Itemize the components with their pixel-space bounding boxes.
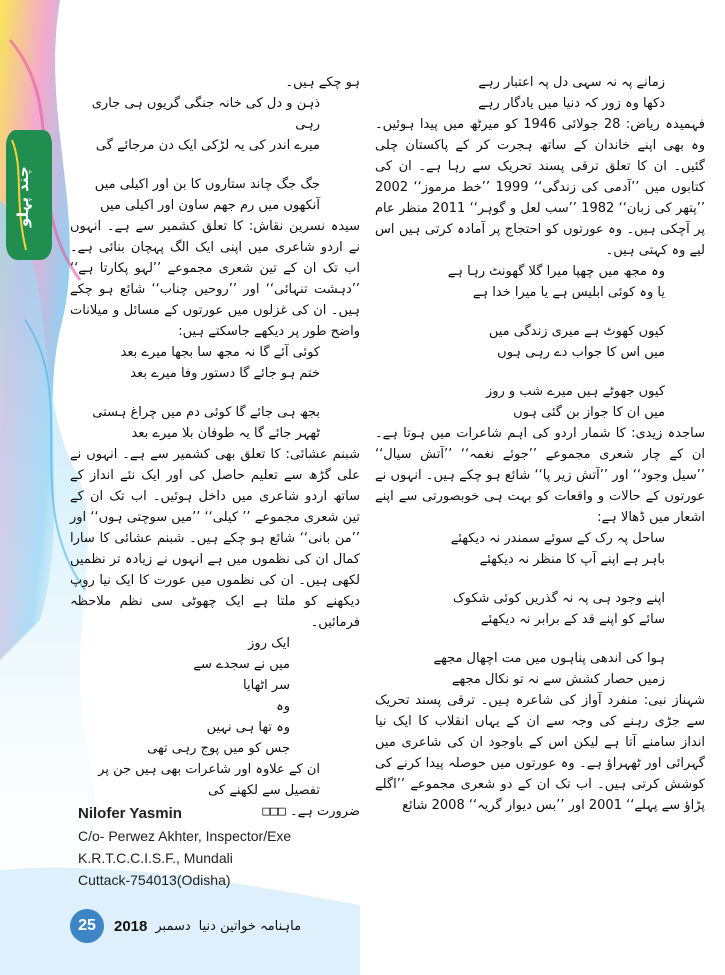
author-address-line-1: C/o- Perwez Akhter, Inspector/Exe [78,828,292,844]
left-column-verse-line: کوئی آئے گا نہ مجھ سا بجھا میرے بعد [120,345,320,360]
left-column-verse-line: ختم ہو جائے گا دستور وفا میرے بعد [130,366,320,381]
left-column-paragraph: ہو چکے ہیں۔ [285,75,360,90]
section-tab-label: چند پہلو [14,166,32,228]
left-column-verse-line: آنکھوں میں رم جھم ساون اور اکیلی میں [100,198,320,213]
left-column-verse-line: میں نے سجدے سے [193,657,290,672]
right-column-verse-line: وہ مجھ میں چھپا میرا گلا گھونٹ رہا ہے [447,264,665,279]
right-column-verse-line: میں اس کا جواب دے رہی ہوں [497,345,665,360]
left-column-paragraph: شبنم عشائی: کا تعلق بھی کشمیر سے ہے۔ انہوں نے علی گڑھ سے تعلیم حاصل کی اور ایک نئے انداز کے ساتھ اردو شاعری میں داخل ہوئیں۔ اب تک ان کے تین شعری مجموعے ’’ کیلی‘‘ ’’میں سوچتی ہوں‘‘ اور ’’من بانی‘‘ شائع ہو چکے ہیں۔ شبنم عشائی کا سارا کمال ان کی نظموں میں ہے انہوں نے زیادہ تر نظمیں لکھی ہیں۔ ان کی نظموں میں عورت کا ایک نیا روپ دیکھنے کو ملتا ہے ایک چھوٹی سی نظم ملاحظہ فرمائیں۔ [70,447,360,630]
left-column-paragraph: ضرورت ہے۔ □□□ [262,804,360,819]
right-column-paragraph: ساجدہ زیدی: کا شمار اردو کی اہم شاعرات میں ہوتا ہے۔ ان کے چار شعری مجموعے ’’جوئے نغمہ‘‘ ’’آتش سیال‘‘ ’’سیل وجود‘‘ اور ’’آتش زیر پا‘‘ شائع ہو چکے ہیں۔ انہوں نے عورتوں کے حالات و واقعات کو بہت ہی خوبصورتی سے اپنے اشعار میں ڈھالا ہے: [375,426,705,525]
left-column-verse-line: وہ تھا ہی نہیں [206,720,290,735]
left-column [70,72,360,822]
left-column-verse-line: میرے اندر کی یہ لڑکی ایک دن مرجائے گی [95,138,320,153]
right-column-spacer [375,303,705,321]
left-column-verse-line: وہ [276,699,290,714]
author-address-line-2: K.R.T.C.C.I.S.F., Mundali [78,850,233,866]
right-column-verse-line: کیوں جھوٹے ہیں میرے شب و روز [485,384,665,399]
end-of-article-marks: □□□ [262,804,286,819]
footer-year: 2018 [114,917,148,935]
author-name: Nilofer Yasmin [78,805,182,822]
right-column-verse-line: سائے کو اپنے قد کے برابر نہ دیکھئے [480,612,665,627]
right-column-verse-line: ساحل پہ رک کے سوئے سمندر نہ دیکھئے [450,531,665,546]
footer-month: دسمبر [155,918,191,934]
left-column-verse-line: ٹھہر جائے گا یہ طوفان بلا میرے بعد [131,426,320,441]
left-column-spacer [70,384,360,402]
right-column-verse-line: دکھا وہ زور کہ دنیا میں یادگار رہے [478,96,665,111]
left-column-verse-line: بجھ ہی جائے گا کوئی دم میں چراغ ہستی [92,405,320,420]
right-column-spacer [375,363,705,381]
left-column-verse-line: ذہن و دل کی خانہ جنگی گریوں ہی جاری رہی [91,96,320,132]
right-column-spacer [375,570,705,588]
left-column-verse-line: ان کے علاوہ اور شاعرات بھی ہیں جن پر تفصیل سے لکھنے کی [98,762,320,798]
left-column-verse-line: ایک روز [248,636,290,651]
left-column-verse-line: جس کو میں پوج رہی تھی [147,741,290,756]
page-number: 25 [70,909,104,943]
left-column-spacer [70,156,360,174]
left-column-verse-line: جگ جگ چاند ستاروں کا بن اور اکیلی میں [94,177,320,192]
footer-magazine-title: ماہنامہ خواتین دنیا [198,918,302,934]
right-column-spacer [375,630,705,648]
right-column-paragraph: شہناز نبی: منفرد آواز کی شاعرہ ہیں۔ ترقی پسند تحریک سے جڑی رہنے کی وجہ سے ان کے یہاں انقلاب کا ایک نیا انداز سامنے آتا ہے لیکن اس کے باوجود ان کی شاعری میں گہرائی اور ٹھہراؤ ہے۔ وہ عورتوں میں حوصلہ پیدا کرنے کی کوشش کرتی ہیں۔ اب تک ان کے دو شعری مجموعے ’’اگلے پڑاؤ سے پہلے‘‘ 2001 اور ’’بس دیوار گریہ‘‘ 2008 شائع [375,693,705,813]
right-column-verse-line: باہر ہے اپنے آپ کا منظر نہ دیکھئے [479,552,665,567]
right-column-paragraph: فہمیدہ ریاض: 28 جولائی 1946 کو میرٹھ میں پیدا ہوئیں۔ وہ بھی اپنے خاندان کے ساتھ ہجرت کر کے پاکستان چلی گئیں۔ ان کا تعلق ترقی پسند تحریک سے رہا ہے۔ ان کی کتابوں میں ’’آدمی کی زندگی‘‘ 1999 ’’خط مرموز‘‘ 2002 ’’پتھر کی زبان‘‘ 1982 ’’سب لعل و گوہر‘‘ 2011 منظر عام پر آچکی ہیں۔ وہ عورتوں کو احتجاج پر آمادہ کرتی ہیں اس لیے وہ کہتی ہیں۔ [375,117,706,258]
right-column-verse-line: کیوں کھوٹ ہے میری زندگی میں [488,324,665,339]
author-signature [78,803,368,891]
right-column-verse-line: زمیں حصار کشش سے نہ تو نکال مجھے [451,672,665,687]
right-column-verse-line: اپنے وجود ہی پہ نہ گذریں کوئی شکوک [452,591,665,606]
left-column-paragraph: سیدہ نسرین نقاش: کا تعلق کشمیر سے ہے۔ انہوں نے اردو شاعری میں اپنی ایک الگ پہچان بنائی ہے۔ اب تک ان کے تین شعری مجموعے ’’لہو پکارتا ہے‘‘ ’’دہشت تنہائی‘‘ اور ’’روحیں چناب‘‘ شائع ہو چکے ہیں۔ ان کی غزلوں میں عورتوں کے مسائل و میلانات واضح طور پر دیکھے جاسکتے ہیں: [70,219,360,339]
author-address-line-3: Cuttack-754013(Odisha) [78,872,231,888]
right-column-verse-line: ہوا کی اندھی پناہوں میں مت اچھال مجھے [433,651,665,666]
right-column-verse-line: میں ان کا جواز بن گئی ہوں [513,405,665,420]
left-column-verse-line: سر اٹھایا [243,678,290,693]
page-footer [70,908,360,944]
right-column-verse-line: یا وہ کوئی ابلیس ہے یا میرا خدا ہے [472,285,665,300]
right-column [375,72,705,816]
right-column-verse-line: زمانے پہ نہ سہی دل پہ اعتبار رہے [478,75,665,90]
